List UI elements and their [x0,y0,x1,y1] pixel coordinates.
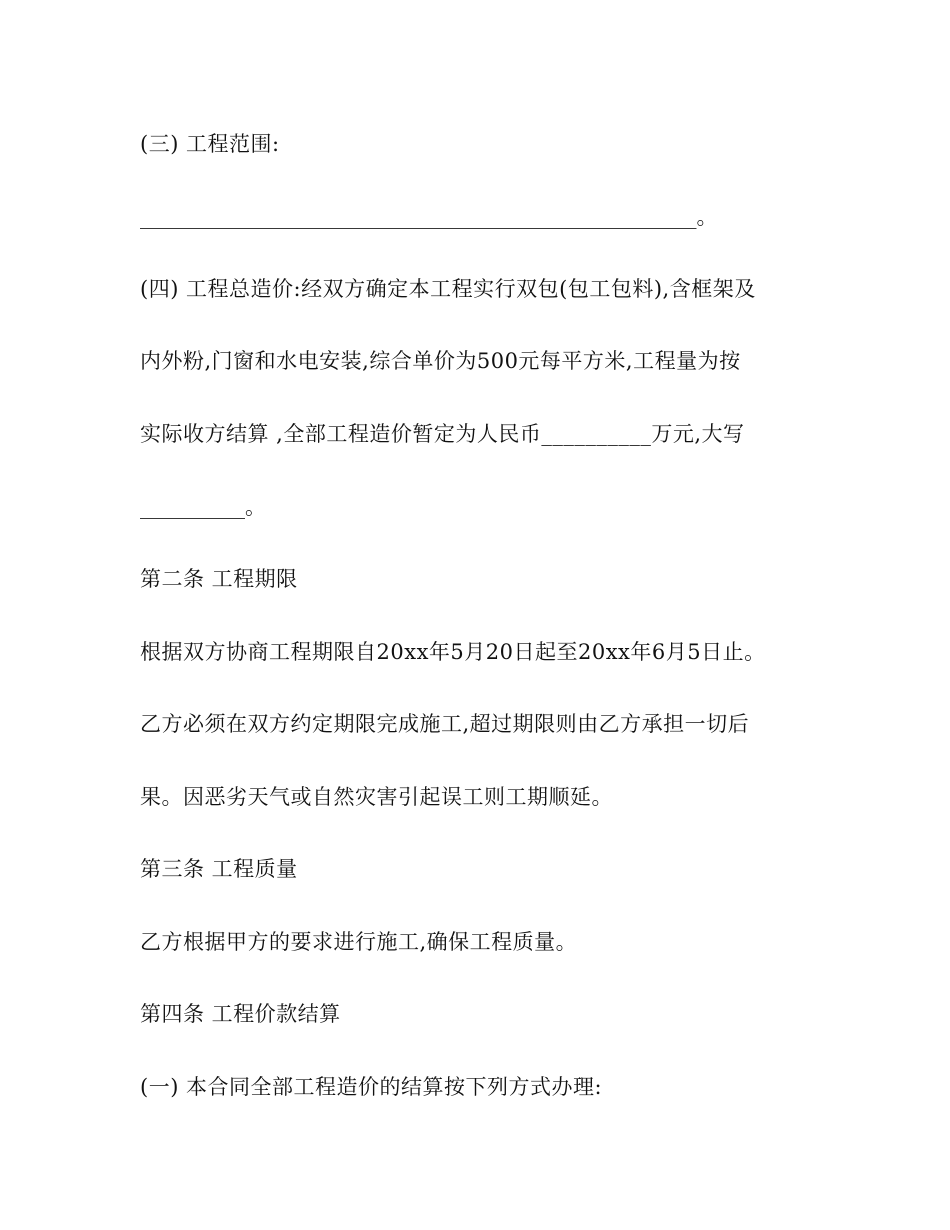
article-3-heading: 第三条 工程质量 [140,857,298,881]
section-4-total-cost-line-1: (四) 工程总造价:经双方确定本工程实行双包(包工包料),含框架及 [140,277,756,301]
section-4-total-cost-line-2: 内外粉,门窗和水电安装,综合单价为500元每平方米,工程量为按 [140,349,741,373]
section-4-total-cost-line-3: 实际收方结算 ,全部工程造价暂定为人民币__________万元,大写 [140,422,745,446]
article-4-heading: 第四条 工程价款结算 [140,1002,341,1026]
section-4-total-cost-line-4: __________。 [140,495,266,519]
article-2-paragraph-1: 根据双方协商工程期限自20xx年5月20日起至20xx年6月5日止。 [140,640,766,664]
scope-blank-line: _____________________________________________________。 [140,205,718,229]
article-2-paragraph-2-line-2: 果。因恶劣天气或自然灾害引起误工则工期顺延。 [140,785,613,809]
article-2-heading: 第二条 工程期限 [140,567,298,591]
article-3-paragraph: 乙方根据甲方的要求进行施工,确保工程质量。 [140,930,578,954]
article-4-item-1: (一) 本合同全部工程造价的结算按下列方式办理: [140,1075,603,1099]
article-2-paragraph-2-line-1: 乙方必须在双方约定期限完成施工,超过期限则由乙方承担一切后 [140,712,750,736]
section-3-scope-heading: (三) 工程范围: [140,132,280,156]
